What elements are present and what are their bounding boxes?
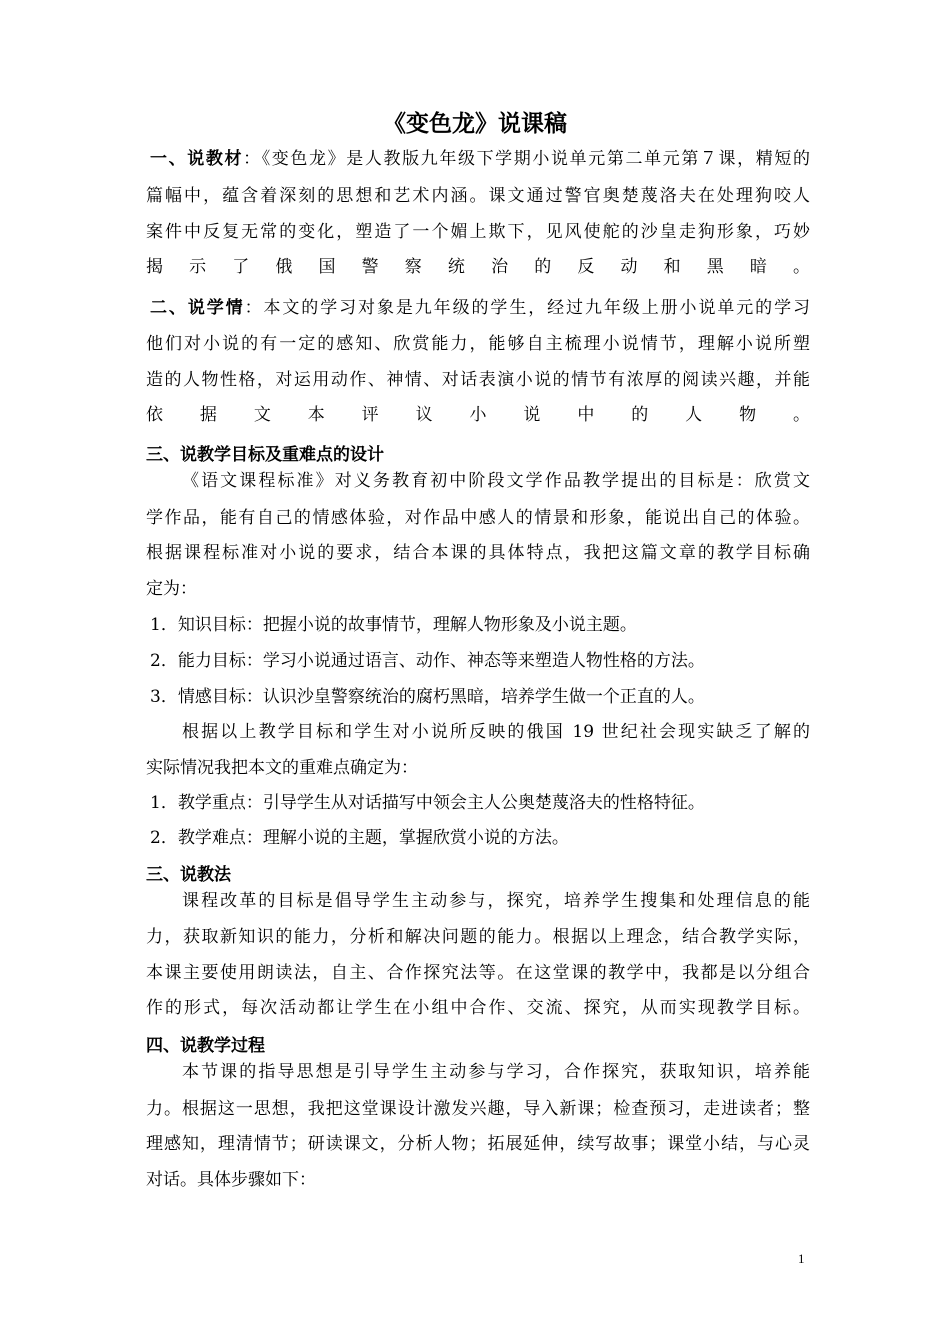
section-5-line-4: 对话。具体步骤如下： bbox=[146, 1170, 316, 1190]
section-5-line-3: 理感知，理清情节；研读课文，分析人物；拓展延伸，续写故事；课堂小结，与心灵 bbox=[146, 1134, 810, 1154]
section-3-para-2-line-1: 根据以上教学目标和学生对小说所反映的俄国 19 世纪社会现实缺乏了解的 bbox=[182, 722, 810, 742]
section-4-line-2: 力，获取新知识的能力，分析和解决问题的能力。根据以上理念，结合教学实际， bbox=[146, 927, 810, 947]
goal-emotion: 3．情感目标：认识沙皇警察统治的腐朽黑暗，培养学生做一个正直的人。 bbox=[150, 687, 705, 707]
section-2-line-4: 依据文本评议小说中的人物。 bbox=[146, 405, 810, 425]
section-2-line-1 bbox=[150, 295, 810, 321]
section-4-heading: 三、说教法 bbox=[146, 865, 231, 885]
section-3-para-1-line-4: 定为： bbox=[146, 579, 197, 599]
section-1-line-2: 篇幅中，蕴含着深刻的思想和艺术内涵。课文通过警官奥楚蔑洛夫在处理狗咬人 bbox=[146, 186, 810, 206]
section-2-line-3: 造的人物性格，对运用动作、神情、对话表演小说的情节有浓厚的阅读兴趣，并能 bbox=[146, 370, 810, 390]
section-1-text-1: ：《变色龙》是人教版九年级下学期小说单元第二单元第７课，精短的 bbox=[243, 149, 811, 169]
document-title: 《变色龙》说课稿 bbox=[383, 111, 567, 137]
section-5-line-2: 力。根据这一思想，我把这堂课设计激发兴趣，导入新课；检查预习，走进读者；整 bbox=[146, 1099, 810, 1119]
section-4-line-1: 课程改革的目标是倡导学生主动参与，探究，培养学生搜集和处理信息的能 bbox=[182, 891, 810, 911]
section-3-para-1-line-2: 学作品，能有自己的情感体验，对作品中感人的情景和形象，能说出自己的体验。 bbox=[146, 508, 810, 528]
goal-ability: 2．能力目标：学习小说通过语言、动作、神态等来塑造人物性格的方法。 bbox=[150, 651, 705, 671]
difficult-point: 2．教学难点：理解小说的主题，掌握欣赏小说的方法。 bbox=[150, 828, 569, 848]
section-3-para-2-line-2: 实际情况我把本文的重难点确定为： bbox=[146, 758, 418, 778]
section-2-heading: 二、说学情 bbox=[150, 298, 245, 318]
section-5-line-1: 本节课的指导思想是引导学生主动参与学习，合作探究，获取知识，培养能 bbox=[182, 1062, 810, 1082]
section-4-line-3: 本课主要使用朗读法，自主、合作探究法等。在这堂课的教学中，我都是以分组合 bbox=[146, 963, 810, 983]
goal-knowledge: 1．知识目标：把握小说的故事情节，理解人物形象及小说主题。 bbox=[150, 615, 637, 635]
section-3-para-1-line-1: 《语文课程标准》对义务教育初中阶段文学作品教学提出的目标是：欣赏文 bbox=[182, 471, 810, 491]
page-number: 1 bbox=[798, 1251, 805, 1266]
key-point: 1．教学重点：引导学生从对话描写中领会主人公奥楚蔑洛夫的性格特征。 bbox=[150, 793, 705, 813]
section-2-line-2: 他们对小说的有一定的感知、欣赏能力，能够自主梳理小说情节，理解小说所塑 bbox=[146, 334, 810, 354]
section-3-para-1-line-3: 根据课程标准对小说的要求，结合本课的具体特点，我把这篇文章的教学目标确 bbox=[146, 543, 810, 563]
section-1-line-3: 案件中反复无常的变化，塑造了一个媚上欺下，见风使舵的沙皇走狗形象，巧妙 bbox=[146, 222, 810, 242]
section-5-heading: 四、说教学过程 bbox=[146, 1036, 265, 1056]
section-1-line-4: 揭示了俄国警察统治的反动和黑暗。 bbox=[146, 257, 810, 277]
section-3-heading: 三、说教学目标及重难点的设计 bbox=[146, 445, 384, 465]
section-2-text-1: ：本文的学习对象是九年级的学生，经过九年级上册小说单元的学习 bbox=[244, 298, 811, 318]
section-1-heading: 一、说教材 bbox=[150, 149, 244, 169]
section-4-line-4: 作的形式，每次活动都让学生在小组中合作、交流、探究，从而实现教学目标。 bbox=[146, 998, 810, 1018]
section-1-line-1 bbox=[150, 146, 810, 172]
